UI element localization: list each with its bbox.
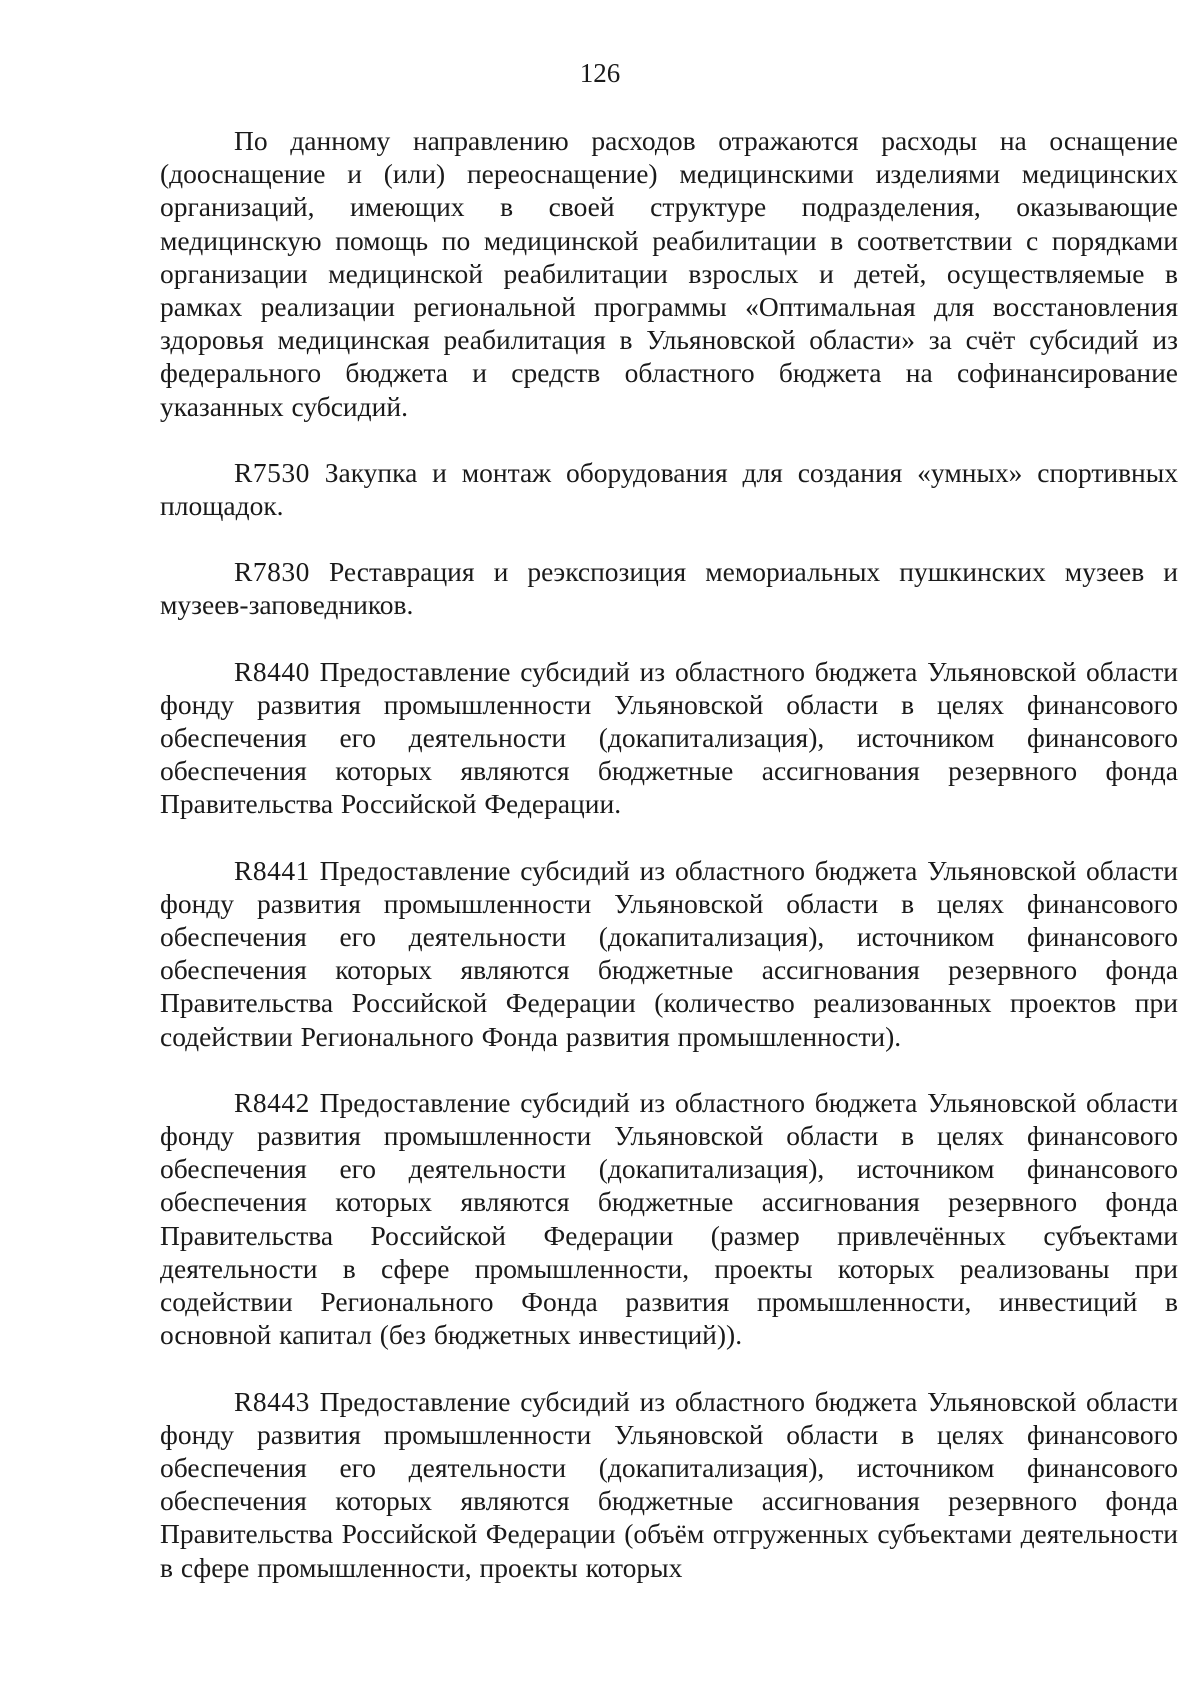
expense-code: R8441 bbox=[234, 854, 310, 886]
paragraph-text: Предоставление субсидий из областного бюджета Ульяновской области фонду развития промышленности Ульяновской области в целях финансового обеспечения его деятельности (докапитализация), источником финансового обеспечения которых являются бюджетные ассигнования резервного фонда Правительства Российской Федерации (объём отгруженных субъектами деятельности в сфере промышленности, проекты которых bbox=[160, 1385, 1178, 1583]
paragraph-text: Закупка и монтаж оборудования для создания «умных» спортивных площадок. bbox=[160, 456, 1179, 522]
paragraph-r7830 bbox=[160, 555, 1178, 621]
paragraph-r8443 bbox=[160, 1385, 1178, 1584]
paragraph-r8441 bbox=[160, 854, 1178, 1053]
expense-code: R8442 bbox=[234, 1086, 310, 1118]
expense-code: R7530 bbox=[234, 456, 310, 488]
paragraph-r7530 bbox=[160, 456, 1178, 522]
page-number: 126 bbox=[579, 58, 621, 88]
expense-code: R8440 bbox=[234, 655, 310, 687]
paragraph-text: Предоставление субсидий из областного бюджета Ульяновской области фонду развития промышленности Ульяновской области в целях финансового обеспечения его деятельности (докапитализация), источником финансового обеспечения которых являются бюджетные ассигнования резервного фонда Правительства Российской Федерации (размер привлечённых субъектами деятельности в сфере промышленности, проекты которых реализованы при содействии Регионального Фонда развития промышленности, инвестиций в основной капитал (без бюджетных инвестиций)). bbox=[160, 1086, 1178, 1351]
expense-code: R7830 bbox=[234, 556, 310, 588]
expense-code: R8443 bbox=[234, 1385, 310, 1417]
document-body bbox=[160, 124, 1178, 1584]
paragraph-text: Реставрация и реэкспозиция мемориальных пушкинских музеев и музеев-заповедников. bbox=[160, 556, 1179, 621]
paragraph-r8442 bbox=[160, 1086, 1178, 1352]
paragraph-r8440 bbox=[160, 655, 1178, 821]
paragraph-text: По данному направлению расходов отражаются расходы на оснащение (дооснащение и (или) переоснащение) медицинскими изделиями медицинских организаций, имеющих в своей структуре подразделения, оказывающие медицинскую помощь по медицинской реабилитации в соответствии с порядками организации медицинской реабилитации взрослых и детей, осуществляемые в рамках реализации региональной программы «Оптимальная для восстановления здоровья медицинская реабилитация в Ульяновской области» за счёт субсидий из федерального бюджета и средств областного бюджета на софинансирование указанных субсидий. bbox=[160, 125, 1178, 422]
paragraph-text: Предоставление субсидий из областного бюджета Ульяновской области фонду развития промышленности Ульяновской области в целях финансового обеспечения его деятельности (докапитализация), источником финансового обеспечения которых являются бюджетные ассигнования резервного фонда Правительства Российской Федерации (количество реализованных проектов при содействии Регионального Фонда развития промышленности). bbox=[160, 854, 1178, 1052]
paragraph-text: Предоставление субсидий из областного бюджета Ульяновской области фонду развития промышленности Ульяновской области в целях финансового обеспечения его деятельности (докапитализация), источником финансового обеспечения которых являются бюджетные ассигнования резервного фонда Правительства Российской Федерации. bbox=[160, 655, 1178, 820]
paragraph-intro bbox=[160, 124, 1178, 423]
